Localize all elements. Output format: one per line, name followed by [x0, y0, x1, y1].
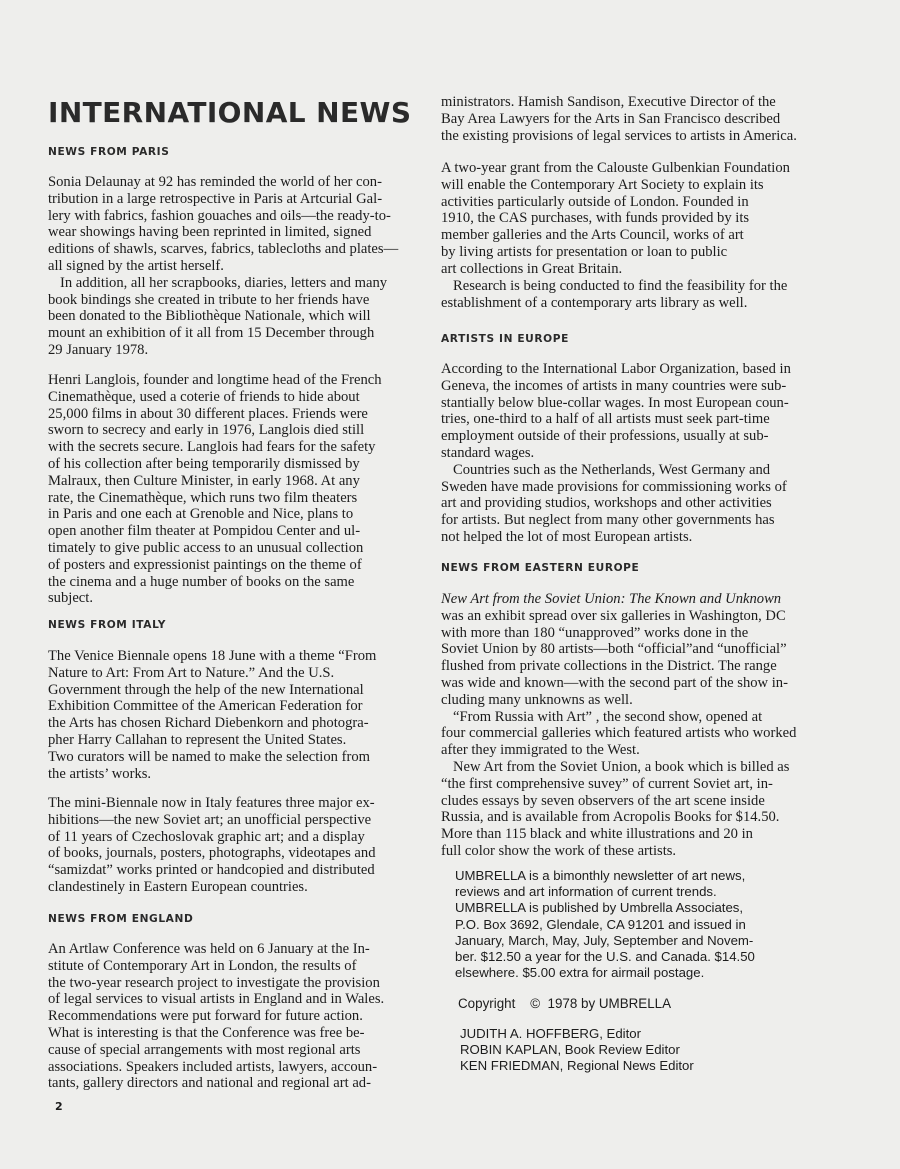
text-line: member galleries and the Arts Council, works of art: [441, 227, 744, 244]
text-line: What is interesting is that the Conference was free be-: [48, 1024, 365, 1041]
text-line: 1910, the CAS purchases, with funds provided by its: [441, 210, 750, 227]
eastern-europe-paragraph: [441, 591, 796, 860]
text-line: According to the International Labor Organization, based in: [441, 361, 791, 377]
text-line: establishment of a contemporary arts library as well.: [441, 294, 748, 311]
text-line: Two curators will be named to make the selection from: [48, 748, 370, 765]
text-line: A two-year grant from the Calouste Gulbenkian Foundation: [441, 160, 790, 176]
text-line: lery with fabrics, fashion gouaches and oils—the ready-to-: [48, 207, 391, 224]
text-line: standard wages.: [441, 444, 535, 461]
text-line: Russia, and is available from Acropolis Books for $14.50.: [441, 809, 780, 826]
copyright-notice: Copyright © 1978 by UMBRELLA: [458, 996, 672, 1011]
england-paragraph-artlaw: [48, 941, 384, 1092]
text-line: Countries such as the Netherlands, West Germany and: [453, 461, 771, 478]
text-line: In addition, all her scrapbooks, diaries, letters and many: [60, 274, 388, 291]
text-line: was wide and known—with the second part of the show in-: [441, 674, 788, 691]
section-heading-artists-europe: ARTISTS IN EUROPE: [441, 333, 569, 345]
text-line: hibitions—the new Soviet art; an unofficial perspective: [48, 811, 372, 828]
text-line: subject.: [48, 590, 93, 607]
text-line: by living artists for presentation or loan to public: [441, 243, 728, 260]
text-line: been donated to the Bibliothèque Nationale, which will: [48, 308, 371, 325]
text-line: cludes essays by seven observers of the art scene inside: [441, 792, 765, 809]
text-line: flushed from private collections in the District. The range: [441, 658, 777, 675]
page-number: 2: [55, 1100, 63, 1113]
england-paragraph-gulbenkian: [441, 160, 790, 278]
text-line: January, March, May, July, September and Novem-: [455, 932, 754, 948]
text-line: 25,000 films in about 30 different places. Friends were: [48, 405, 368, 422]
text-line: art and providing studios, workshops and other activities: [441, 495, 772, 512]
paris-paragraph-langlois: [48, 372, 382, 607]
staff-book-review-editor: ROBIN KAPLAN, Book Review Editor: [460, 1042, 680, 1058]
text-line: after they immigrated to the West.: [441, 742, 640, 759]
text-line: associations. Speakers included artists, lawyers, accoun-: [48, 1058, 378, 1075]
text-line: New Art from the Soviet Union, a book which is billed as: [453, 758, 790, 775]
text-line: The Venice Biennale opens 18 June with a theme “From: [48, 648, 377, 664]
text-line: UMBRELLA is a bimonthly newsletter of art news,: [455, 868, 746, 883]
text-line: all signed by the artist herself.: [48, 257, 224, 274]
section-heading-paris: NEWS FROM PARIS: [48, 146, 170, 158]
text-line: reviews and art information of current trends.: [455, 884, 717, 900]
text-line: timately to give public access to an unusual collection: [48, 539, 364, 556]
text-line: tants, gallery directors and national and regional art ad-: [48, 1075, 371, 1092]
text-line: four commercial galleries which featured artists who worked: [441, 725, 797, 742]
page-title: INTERNATIONAL NEWS: [48, 96, 412, 129]
text-line: Government through the help of the new International: [48, 681, 364, 698]
text-line: “the first comprehensive suvey” of current Soviet art, in-: [441, 775, 773, 792]
text-line: mount an exhibition of it all from 15 December through: [48, 325, 375, 342]
text-line: Bay Area Lawyers for the Arts in San Francisco described: [441, 110, 781, 127]
text-line: of 11 years of Czechoslovak graphic art; and a display: [48, 828, 365, 845]
text-line: ber. $12.50 a year for the U.S. and Canada. $14.50: [455, 949, 755, 965]
text-line: Henri Langlois, founder and longtime head of the French: [48, 372, 382, 388]
text-line: clandestinely in Eastern European countries.: [48, 878, 308, 895]
text-line: will enable the Contemporary Art Society to explain its: [441, 176, 764, 193]
text-line: Sweden have made provisions for commissioning works of: [441, 478, 787, 495]
text-line: of his collection after being temporarily dismissed by: [48, 455, 360, 472]
text-line: wear showings having been reprinted in limited, signed: [48, 224, 372, 241]
staff-regional-news-editor: KEN FRIEDMAN, Regional News Editor: [460, 1058, 694, 1074]
text-line: not helped the lot of most European artists.: [441, 528, 693, 545]
text-line: with the secrets secure. Langlois had fears for the safety: [48, 439, 376, 456]
text-line: P.O. Box 3692, Glendale, CA 91201 and issued in: [455, 916, 746, 932]
text-line: cluding many unknowns as well.: [441, 691, 633, 708]
text-line: of books, journals, posters, photographs, videotapes and: [48, 845, 376, 862]
text-line: Nature to Art: From Art to Nature.” And the U.S.: [48, 664, 335, 681]
text-line: the Arts has chosen Richard Diebenkorn and photogra-: [48, 715, 369, 732]
text-line: the artists’ works.: [48, 765, 152, 782]
text-line: More than 115 black and white illustrations and 20 in: [441, 826, 753, 843]
text-line: New Art from the Soviet Union: The Known and Unknown: [441, 591, 782, 607]
italy-paragraph-mini-biennale: [48, 795, 376, 896]
text-line: rate, the Cinemathèque, which runs two film theaters: [48, 489, 358, 506]
text-line: employment outside of their professions, usually at sub-: [441, 428, 769, 445]
england-paragraph-library: [441, 278, 787, 312]
text-line: elsewhere. $5.00 extra for airmail postage.: [455, 965, 705, 981]
colophon-block: [455, 868, 755, 981]
text-line: Exhibition Committee of the American Federation for: [48, 698, 363, 715]
text-line: the cinema and a huge number of books on the same: [48, 573, 355, 590]
paris-paragraph-delaunay: [48, 174, 398, 359]
text-line: the existing provisions of legal services to artists in America.: [441, 127, 797, 144]
text-line: An Artlaw Conference was held on 6 January at the In-: [48, 941, 370, 957]
text-line: stantially below blue-collar wages. In most European coun-: [441, 394, 789, 411]
text-line: Geneva, the incomes of artists in many countries were sub-: [441, 377, 787, 394]
text-line: Cinemathèque, used a coterie of friends to hide about: [48, 388, 360, 405]
section-heading-eastern-europe: NEWS FROM EASTERN EUROPE: [441, 562, 640, 574]
text-line: book bindings she created in tribute to her friends have: [48, 291, 370, 308]
england-paragraph-sandison: [441, 94, 797, 144]
text-line: of posters and expressionist paintings on the theme of: [48, 556, 362, 573]
text-line: Soviet Union by 80 artists—both “official”and “unofficial”: [441, 641, 787, 658]
text-line: art collections in Great Britain.: [441, 260, 623, 277]
staff-list: [460, 1026, 694, 1075]
text-line: UMBRELLA is published by Umbrella Associates,: [455, 900, 744, 916]
text-line: of legal services to visual artists in England and in Wales.: [48, 991, 385, 1008]
text-line: editions of shawls, scarves, fabrics, tablecloths and plates—: [48, 241, 399, 258]
text-line: in Paris and one each at Grenoble and Nice, plans to: [48, 506, 354, 523]
text-line: Recommendations were put forward for future action.: [48, 1008, 363, 1025]
text-line: “samizdat” works printed or handcopied and distributed: [48, 862, 375, 879]
text-line: The mini-Biennale now in Italy features three major ex-: [48, 795, 375, 811]
text-line: with more than 180 “unapproved” works done in the: [441, 624, 749, 641]
text-line: ministrators. Hamish Sandison, Executive Director of the: [441, 94, 776, 110]
italy-paragraph-biennale: [48, 648, 376, 782]
text-line: cause of special arrangements with most regional arts: [48, 1041, 361, 1058]
text-line: activities particularly outside of London. Founded in: [441, 193, 749, 210]
text-line: 29 January 1978.: [48, 341, 149, 358]
text-line: tries, one-third to a half of all artists must seek part-time: [441, 411, 770, 428]
text-line: the two-year research project to investigate the provision: [48, 974, 380, 991]
text-line: was an exhibit spread over six galleries in Washington, DC: [441, 607, 786, 624]
text-line: open another film theater at Pompidou Center and ul-: [48, 523, 361, 540]
artists-europe-paragraph: [441, 361, 791, 546]
text-line: Sonia Delaunay at 92 has reminded the world of her con-: [48, 174, 382, 190]
staff-editor: JUDITH A. HOFFBERG, Editor: [460, 1026, 641, 1041]
text-line: stitute of Contemporary Art in London, the results of: [48, 957, 357, 974]
text-line: for artists. But neglect from many other governments has: [441, 512, 775, 529]
text-line: sworn to secrecy and early in 1976, Langlois died still: [48, 422, 365, 439]
text-line: “From Russia with Art” , the second show, opened at: [453, 708, 763, 725]
text-line: full color show the work of these artists.: [441, 842, 677, 859]
section-heading-england: NEWS FROM ENGLAND: [48, 913, 194, 925]
text-line: Malraux, then Culture Minister, in early 1968. At any: [48, 472, 360, 489]
text-line: pher Harry Callahan to represent the United States.: [48, 731, 347, 748]
text-line: Research is being conducted to find the feasibility for the: [453, 278, 788, 294]
section-heading-italy: NEWS FROM ITALY: [48, 619, 167, 631]
text-line: tribution in a large retrospective in Paris at Artcurial Gal-: [48, 190, 383, 207]
